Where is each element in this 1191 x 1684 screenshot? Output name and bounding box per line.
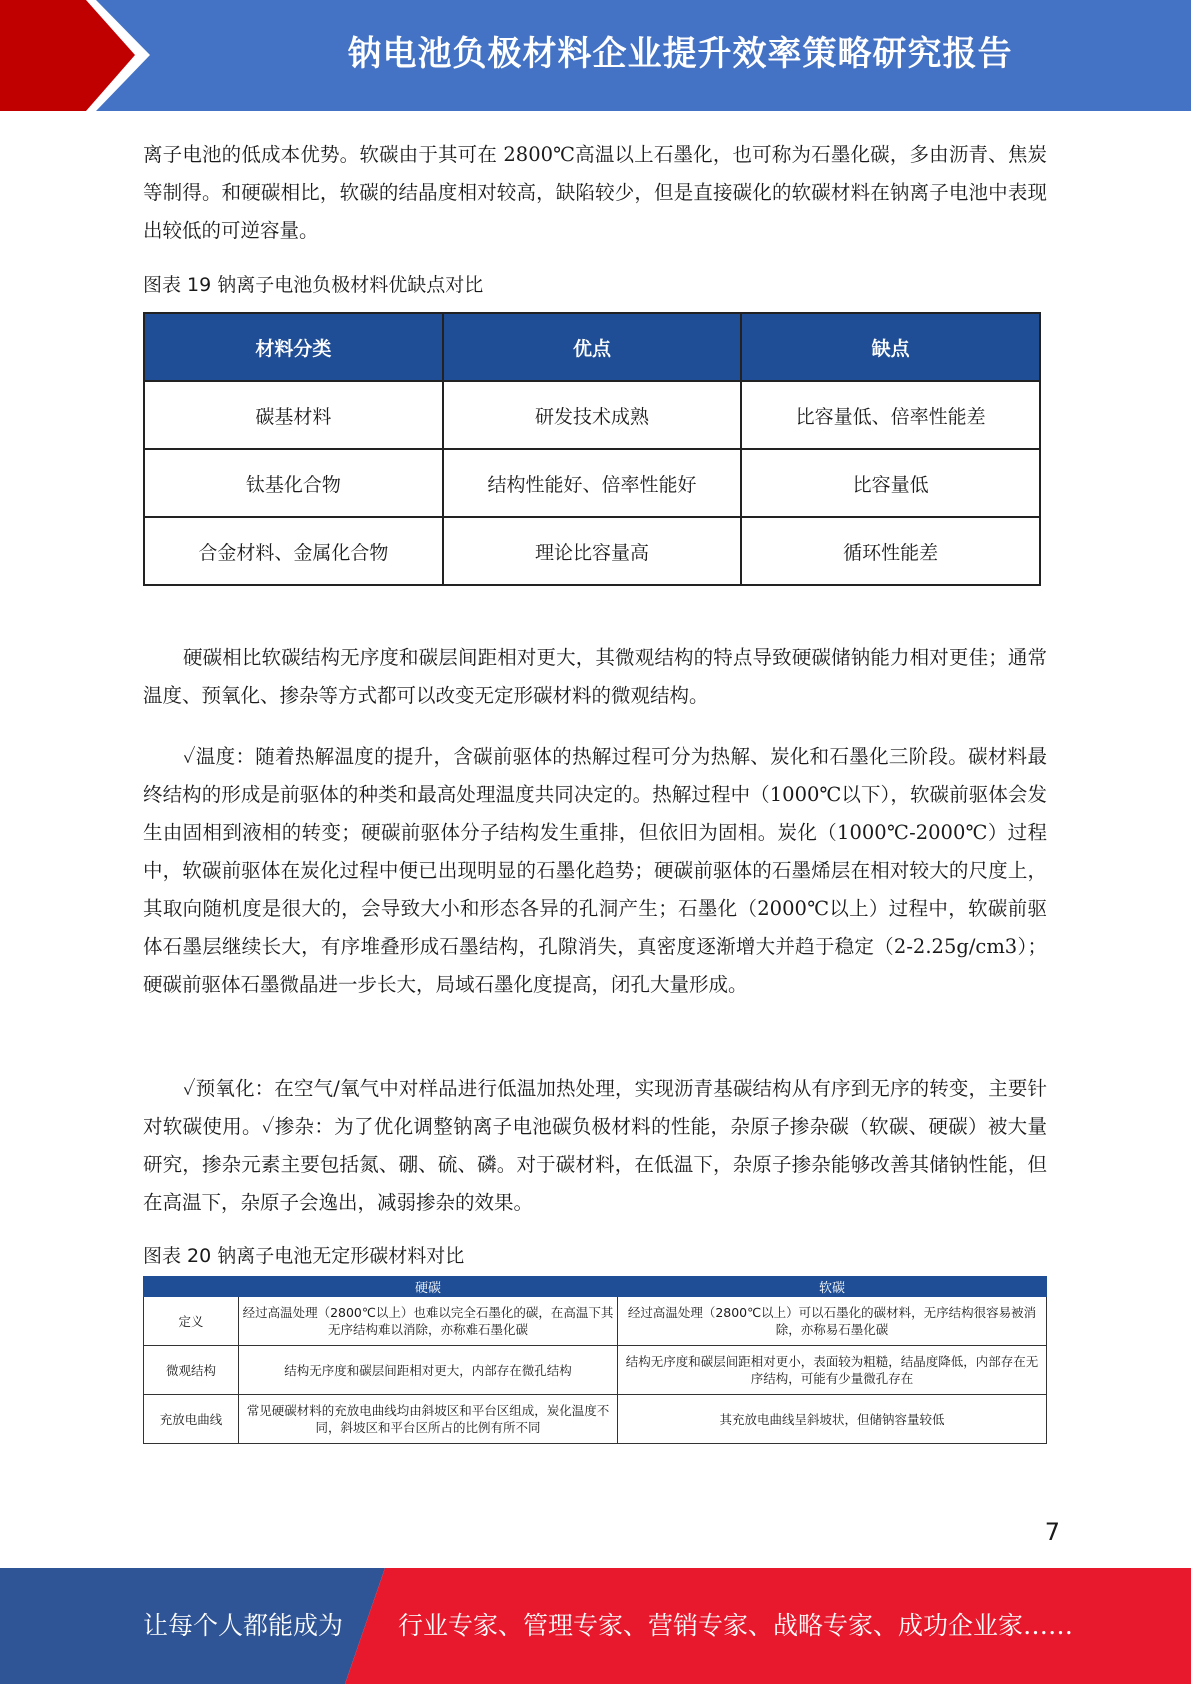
table-header-cell: 缺点 — [741, 313, 1040, 381]
table-header-cell: 硬碳 — [239, 1277, 618, 1297]
table-cell: 结构性能好、倍率性能好 — [443, 449, 742, 517]
table-cell: 比容量低 — [741, 449, 1040, 517]
header-arrow-decoration — [0, 0, 150, 111]
page-footer — [0, 1568, 1191, 1684]
table-header-row — [144, 1277, 1047, 1297]
table-header-row — [144, 313, 1040, 381]
table-cell: 循环性能差 — [741, 517, 1040, 585]
paragraph-temperature: ✓温度：随着热解温度的提升，含碳前驱体的热解过程可分为热解、炭化和石墨化三阶段。碳材料最终结构的形成是前驱体的种类和最高处理温度共同决定的。热解过程中（1000℃以下），软碳前驱体会发生由固相到液相的转变；硬碳前驱体分子结构发生重排，但依旧为固相。炭化（1000℃-2000℃）过程中，软碳前驱体在炭化过程中便已出现明显的石墨化趋势；硬碳前驱体的石墨烯层在相对较大的尺度上，其取向随机度是很大的，会导致大小和形态各异的孔洞产生；石墨化（2000℃以上）过程中，软碳前驱体石墨层继续长大，有序堆叠形成石墨结构，孔隙消失，真密度逐渐增大并趋于稳定（2-2.25g/cm3）；硬碳前驱体石墨微晶进一步长大，局域石墨化度提高，闭孔大量形成。 — [143, 745, 1047, 996]
table-cell: 经过高温处理（2800℃以上）也难以完全石墨化的碳，在高温下其无序结构难以消除，亦称难石墨化碳 — [239, 1297, 618, 1346]
table-cell: 比容量低、倍率性能差 — [741, 381, 1040, 449]
table-header-cell — [144, 1277, 239, 1297]
paragraph-preoxidation-doping: ✓预氧化：在空气/氧气中对样品进行低温加热处理，实现沥青基碳结构从有序到无序的转变，主要针对软碳使用。✓掺杂：为了优化调整钠离子电池碳负极材料的性能，杂原子掺杂碳（软碳、硬碳）被大量研究，掺杂元素主要包括氮、硼、硫、磷。对于碳材料，在低温下，杂原子掺杂能够改善其储钠性能，但在高温下，杂原子会逸出，减弱掺杂的效果。 — [143, 1077, 1047, 1214]
paragraph-soft-carbon: 离子电池的低成本优势。软碳由于其可在 2800℃高温以上石墨化，也可称为石墨化碳，多由沥青、焦炭等制得。和硬碳相比，软碳的结晶度相对较高，缺陷较少，但是直接碳化的软碳材料在钠离子电池中表现出较低的可逆容量。 — [143, 143, 1047, 242]
anode-material-comparison-table — [143, 312, 1041, 586]
table-header-cell: 软碳 — [618, 1277, 1047, 1297]
figure-caption-20: 图表 20 钠离子电池无定形碳材料对比 — [143, 1245, 465, 1267]
page-number: 7 — [1044, 1518, 1060, 1546]
table-row — [144, 1297, 1047, 1346]
footer-slogan-right: 行业专家、管理专家、营销专家、战略专家、成功企业家…… — [398, 1611, 1074, 1640]
page-header — [0, 0, 1191, 111]
report-title: 钠电池负极材料企业提升效率策略研究报告 — [347, 34, 1013, 74]
table-cell: 钛基化合物 — [144, 449, 443, 517]
table-row — [144, 381, 1040, 449]
table-cell: 常见硬碳材料的充放电曲线均由斜坡区和平台区组成，炭化温度不同，斜坡区和平台区所占的比例有所不同 — [239, 1395, 618, 1444]
table-row — [144, 1346, 1047, 1395]
table-cell: 其充放电曲线呈斜坡状，但储钠容量较低 — [618, 1395, 1047, 1444]
table-cell: 经过高温处理（2800℃以上）可以石墨化的碳材料，无序结构很容易被消除，亦称易石墨化碳 — [618, 1297, 1047, 1346]
table-cell: 合金材料、金属化合物 — [144, 517, 443, 585]
table-cell: 结构无序度和碳层间距相对更小，表面较为粗糙，结晶度降低，内部存在无序结构，可能有少量微孔存在 — [618, 1346, 1047, 1395]
footer-slogan-left: 让每个人都能成为 — [143, 1611, 344, 1640]
table-row — [144, 449, 1040, 517]
paragraph-hard-carbon: 硬碳相比软碳结构无序度和碳层间距相对更大，其微观结构的特点导致硬碳储钠能力相对更佳；通常温度、预氧化、掺杂等方式都可以改变无定形碳材料的微观结构。 — [143, 646, 1047, 707]
table-cell: 结构无序度和碳层间距相对更大，内部存在微孔结构 — [239, 1346, 618, 1395]
table-header-cell: 材料分类 — [144, 313, 443, 381]
table-cell: 充放电曲线 — [144, 1395, 239, 1444]
table-cell: 微观结构 — [144, 1346, 239, 1395]
table-header-cell: 优点 — [443, 313, 742, 381]
table-row — [144, 1395, 1047, 1444]
figure-caption-19: 图表 19 钠离子电池负极材料优缺点对比 — [143, 274, 484, 296]
table-cell: 理论比容量高 — [443, 517, 742, 585]
table-cell: 定义 — [144, 1297, 239, 1346]
table-cell: 研发技术成熟 — [443, 381, 742, 449]
table-cell: 碳基材料 — [144, 381, 443, 449]
table-row — [144, 517, 1040, 585]
amorphous-carbon-comparison-table — [143, 1276, 1047, 1444]
